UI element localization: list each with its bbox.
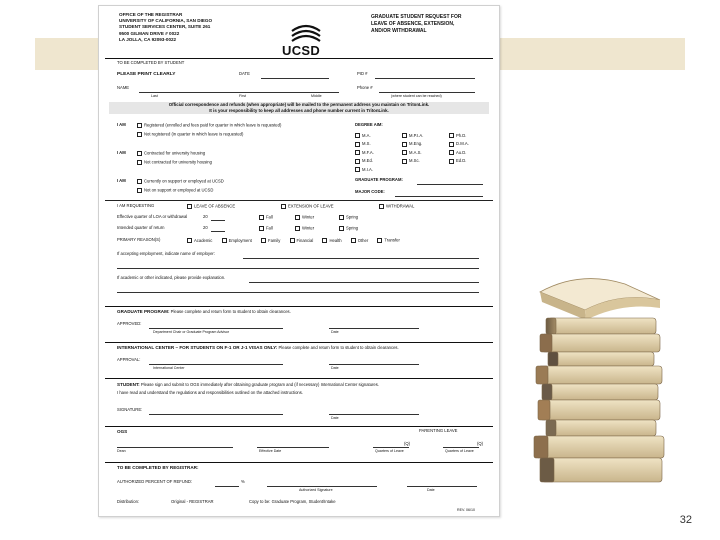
degree-aim-label: DEGREE AIM:	[355, 122, 383, 127]
date-label: DATE	[239, 71, 250, 76]
ucsd-logo-text: UCSD	[282, 43, 321, 58]
iam-housing: Contracted for university housing	[137, 151, 205, 156]
book-stack-image	[500, 270, 680, 490]
iam-support: Currently on support or employed at UCSD	[137, 179, 224, 184]
student-section-label: TO BE COMPLETED BY STUDENT	[117, 60, 185, 65]
iam-no-support: Not on support or employed at UCSD	[137, 188, 213, 193]
iam-not-registered: Not registered (in quarter in which leave is requested)	[137, 132, 243, 137]
leave-request-form: OFFICE OF THE REGISTRAR UNIVERSITY OF CALIFORNIA, SAN DIEGO STUDENT SERVICES CENTER, SUITE 261 9500 GILMAN DRIVE # 0022 LA JOLLA, CA 92093-0022 UCSD GRADUATE STUDENT REQUEST FOR LEAVE OF ABSENCE, EXTENSION, AND/OR WITHDRAWAL TO BE COMPLETED BY STUDENT PLEASE PRINT CLEARLY DATE PID # NAME Last First Middle Phone # (where student can be reached) Official correspondence and refunds (when appropriate) will be mailed to the permanent address you maintain on TritonLink. It is your responsibility to keep all addresses and phone number current in TritonLink. I AM Registered (enrolled and fees paid for quarter in which leave is requested) Not registered (in quarter in which leave is requested) I AM Contracted for university housing Not contracted for university housing I AM Currently on support or employed at UCSD Not on support or employed at UCSD DEGREE AIM: M.A. M.P.I.A. Ph.D. M.S. M.Eng. D.M.A. M.F.A. M.A.S. Au.D. M.Ed. M.Sc. Ed.D. M.I.A. GRADUATE PROGRAM: MAJOR CODE: I AM REQUESTING LEAVE OF ABSENCE EXTENSION OF LEAVE WITHDRAWAL Effective quarter of LOA or withdrawal 20 Fall Winter Spring Intended quarter of return 20 Fall Winter Spring PRIMARY REASON(S) Academic Employment Family Financial Health Other Transfer If accepting employment, indicate name of employer: If academic or other indicated, please provide explanation. GRADUATE PROGRAM: Please complete and return form to student to obtain clearances. APPROVED: Department Chair or Graduate Program Advisor Date INTERNATIONAL CENTER – FOR STUDENTS ON F-1 OR J-1 VISAS ONLY: Please complete and return form to student to obtain clearances. APPROVAL: International Center Date STUDENT: Please sign and submit to OGS immediately after obtaining graduate program and (if necessary) International Center signatures. I have read and understand the regulations and responsibilities outlined on the attached instructions. SIGNATURE: Date OGS PARENTING LEAVE (Q) (Q) Dean Effective Date Quarters of Leave Quarters of Leave TO BE COMPLETED BY REGISTRAR: AUTHORIZED PERCENT OF REFUND: % Authorized Signature Date Distribution: Original - REGISTRAR Copy to be: Graduate Program, Student/Intake REV. 06/10	[98, 5, 500, 517]
reason-options: Academic Employment Family Financial Health Other Transfer	[187, 238, 400, 243]
slide-number: 32	[679, 514, 692, 526]
iam-registered: Registered (enrolled and fees paid for quarter in which leave is requested)	[137, 123, 281, 128]
please-print: PLEASE PRINT CLEARLY	[117, 72, 176, 77]
form-title: GRADUATE STUDENT REQUEST FOR LEAVE OF ABSENCE, EXTENSION, AND/OR WITHDRAWAL	[371, 14, 462, 34]
degree-options: M.A. M.P.I.A. Ph.D. M.S. M.Eng. D.M.A. M.F.A. M.A.S. Au.D. M.Ed. M.Sc. Ed.D. M.I.A.	[355, 132, 469, 174]
official-notice: Official correspondence and refunds (when appropriate) will be mailed to the permanent address you maintain on TritonLink. It is your responsibility to keep all addresses and phone number current in TritonLink.	[109, 102, 489, 114]
pid-label: PID #	[357, 71, 368, 76]
iam-no-housing: Not contracted for university housing	[137, 160, 212, 165]
name-label: NAME	[117, 85, 130, 90]
registrar-address: OFFICE OF THE REGISTRAR UNIVERSITY OF CALIFORNIA, SAN DIEGO STUDENT SERVICES CENTER, SUITE 261 9500 GILMAN DRIVE # 0022 LA JOLLA, CA 92093-0022	[119, 12, 213, 42]
phone-label: Phone #	[357, 85, 373, 90]
